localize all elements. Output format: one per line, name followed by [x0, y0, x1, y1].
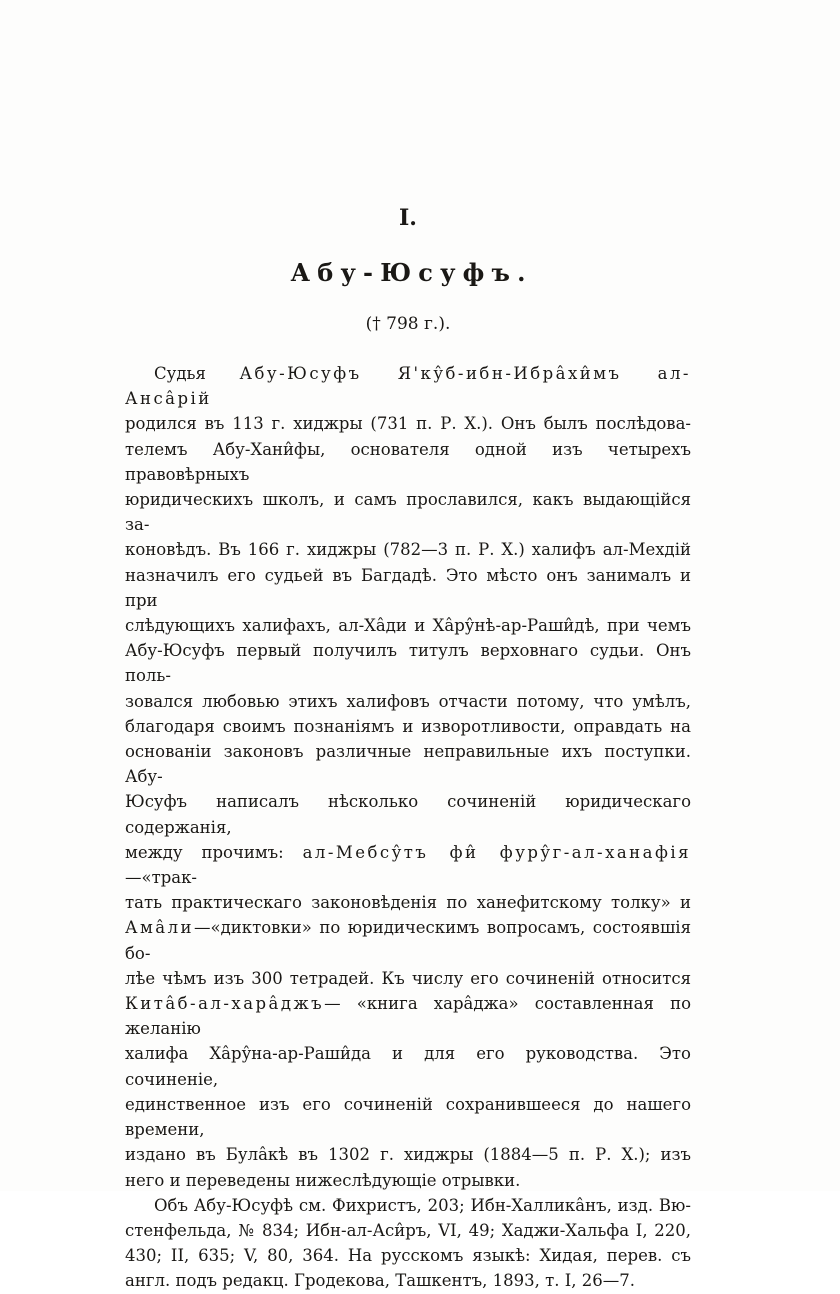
text-segment: родился въ 113 г. хиджры (731 п. Р. Х.). Онъ былъ послѣдова- [125, 414, 691, 434]
text-line [125, 1193, 691, 1218]
text-segment: тать практическаго законовѣденія по ханефитскому толку» и [125, 893, 691, 913]
text-segment: Объ Абу-Юсуфѣ см. Фихристъ, 203; Ибн-Халликâнъ, изд. Вю- [154, 1195, 691, 1215]
text-segment: стенфельда, № 834; Ибн-ал-Аси̂ръ, VI, 49; Хаджи-Хальфа I, 220, [125, 1220, 691, 1240]
text-line [125, 1142, 691, 1167]
text-segment: юридическихъ школъ, и самъ прославился, какъ выдающійся за- [125, 490, 691, 535]
text-line [125, 1168, 691, 1193]
text-segment: коновѣдъ. Въ 166 г. хиджры (782—3 п. Р. Х.) халифъ ал-Мехдій [125, 540, 691, 560]
text-line [125, 789, 691, 839]
text-segment: англ. подъ редакц. Гродекова, Ташкентъ, 1893, т. I, 26—7. [125, 1271, 635, 1291]
letterspaced-term: ал-Мебсу̂тъ фи̂ фуру̂г-ал-ханафія [302, 842, 691, 862]
text-segment: халифа Хâру̂на-ар-Раши̂да и для его руководства. Это сочиненіе, [125, 1044, 691, 1089]
text-line [125, 361, 691, 411]
text-segment: слѣдующихъ халифахъ, ал-Хâди и Хâру̂нѣ-ар-Раши̂дѣ, при чемъ [125, 616, 691, 636]
text-segment: Юсуфъ написалъ нѣсколько сочиненій юридическаго содержанія, [125, 792, 691, 837]
text-line [125, 563, 691, 613]
text-line [125, 1218, 691, 1243]
text-line [125, 1268, 691, 1293]
text-segment: телемъ Абу-Хани̂фы, основателя одной изъ четырехъ правовѣрныхъ [125, 439, 691, 484]
text-segment: — «книга харâджа» составленная по желанію [125, 994, 691, 1039]
text-line [125, 890, 691, 915]
text-segment: зовался любовью этихъ халифовъ отчасти потому, что умѣлъ, [125, 691, 691, 711]
text-line [125, 1243, 691, 1268]
text-segment: основаніи законовъ различные неправильные ихъ поступки. Абу- [125, 742, 691, 787]
page-title: Абу-Юсуфъ. [290, 258, 533, 287]
text-segment: издано въ Булâкѣ въ 1302 г. хиджры (1884—5 п. Р. Х.); изъ [125, 1145, 691, 1165]
section-number: I. [399, 205, 417, 231]
text-line [125, 966, 691, 991]
text-segment: 430; II, 635; V, 80, 364. На русскомъ языкѣ: Хидая, перев. съ [125, 1246, 691, 1266]
text-line [125, 437, 691, 487]
body-text [125, 361, 691, 1294]
text-line [125, 1041, 691, 1091]
text-segment: лѣе чѣмъ изъ 300 тетрадей. Къ числу его сочиненій относится [125, 968, 691, 988]
letterspaced-term: Китâб-ал-харâджъ [125, 994, 325, 1014]
text-segment: Судья [154, 364, 240, 383]
text-segment: благодаря своимъ познаніямъ и изворотливости, оправдать на [125, 716, 691, 736]
text-line [125, 689, 691, 714]
text-segment: —«трак- [125, 868, 198, 888]
text-segment: него и переведены нижеслѣдующіе отрывки. [125, 1170, 521, 1190]
text-line [125, 1092, 691, 1142]
text-segment: между прочимъ: [125, 842, 303, 862]
text-line [125, 714, 691, 739]
text-line [125, 537, 691, 562]
text-line [125, 915, 691, 965]
death-date-note: († 798 г.). [365, 314, 451, 334]
text-line [125, 411, 691, 436]
paragraph [125, 361, 691, 1193]
text-line [125, 840, 691, 890]
paragraph [125, 1193, 691, 1294]
text-line [125, 739, 691, 789]
text-segment: Абу-Юсуфъ первый получилъ титулъ верховнаго судьи. Онъ поль- [125, 641, 691, 686]
text-line [125, 487, 691, 537]
letterspaced-term: Амâли [125, 918, 195, 938]
letterspaced-term: Абу-Юсуфъ Я'ку̂б-ибн-Ибрâхи̂мъ ал-Ансâрій [125, 364, 691, 409]
text-segment: —«диктовки» по юридическимъ вопросамъ, состоявшія бо- [125, 918, 691, 963]
text-line [125, 638, 691, 688]
text-line [125, 991, 691, 1041]
text-segment: назначилъ его судьей въ Багдадѣ. Это мѣсто онъ занималъ и при [125, 565, 691, 610]
text-segment: единственное изъ его сочиненій сохранившееся до нашего времени, [125, 1094, 691, 1140]
text-line [125, 613, 691, 638]
